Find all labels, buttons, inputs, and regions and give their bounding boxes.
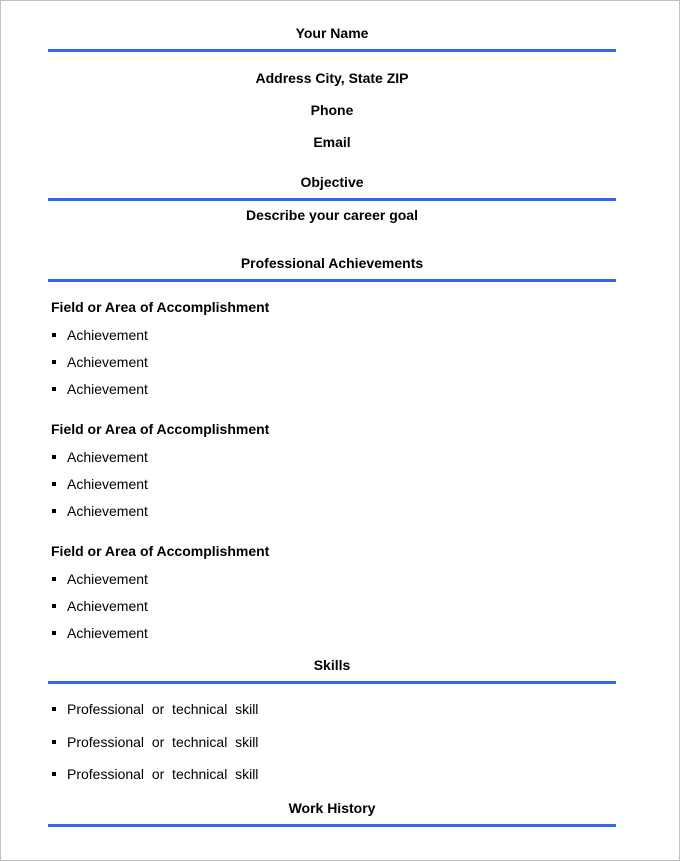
list-item <box>51 476 148 492</box>
divider <box>48 198 616 201</box>
achievement-text: Achievement <box>67 598 148 614</box>
list-item <box>51 354 148 370</box>
bullet-icon <box>52 509 56 513</box>
bullet-icon <box>52 482 56 486</box>
divider <box>48 279 616 282</box>
achievement-text: Achievement <box>67 354 148 370</box>
objective-text: Describe your career goal <box>246 207 418 223</box>
list-item <box>51 766 258 782</box>
phone: Phone <box>310 102 354 118</box>
achievement-text: Achievement <box>67 625 148 641</box>
resume-name: Your Name <box>295 25 369 41</box>
achievement-text: Achievement <box>67 571 148 587</box>
achievement-text: Achievement <box>67 476 148 492</box>
work-history-heading: Work History <box>288 800 376 816</box>
skill-text: Professional or technical skill <box>67 766 259 782</box>
achievement-text: Achievement <box>67 381 148 397</box>
field-heading: Field or Area of Accomplishment <box>51 421 270 437</box>
field-heading: Field or Area of Accomplishment <box>51 299 270 315</box>
bullet-icon <box>52 631 56 635</box>
list-item <box>51 571 148 587</box>
achievement-text: Achievement <box>67 449 148 465</box>
list-item <box>51 327 148 343</box>
bullet-icon <box>52 360 56 364</box>
email: Email <box>313 134 351 150</box>
address: Address City, State ZIP <box>255 70 409 86</box>
achievements-heading: Professional Achievements <box>240 255 424 271</box>
skills-heading: Skills <box>313 657 351 673</box>
field-heading: Field or Area of Accomplishment <box>51 543 270 559</box>
skill-text: Professional or technical skill <box>67 734 259 750</box>
list-item <box>51 381 148 397</box>
bullet-icon <box>52 387 56 391</box>
skill-text: Professional or technical skill <box>67 701 259 717</box>
list-item <box>51 503 148 519</box>
achievement-text: Achievement <box>67 327 148 343</box>
list-item <box>51 701 258 717</box>
bullet-icon <box>52 333 56 337</box>
divider <box>48 49 616 52</box>
bullet-icon <box>52 740 56 744</box>
bullet-icon <box>52 577 56 581</box>
bullet-icon <box>52 772 56 776</box>
bullet-icon <box>52 455 56 459</box>
bullet-icon <box>52 604 56 608</box>
list-item <box>51 625 148 641</box>
achievement-text: Achievement <box>67 503 148 519</box>
list-item <box>51 598 148 614</box>
list-item <box>51 449 148 465</box>
divider <box>48 824 616 827</box>
divider <box>48 681 616 684</box>
objective-heading: Objective <box>300 174 364 190</box>
list-item <box>51 734 258 750</box>
bullet-icon <box>52 707 56 711</box>
